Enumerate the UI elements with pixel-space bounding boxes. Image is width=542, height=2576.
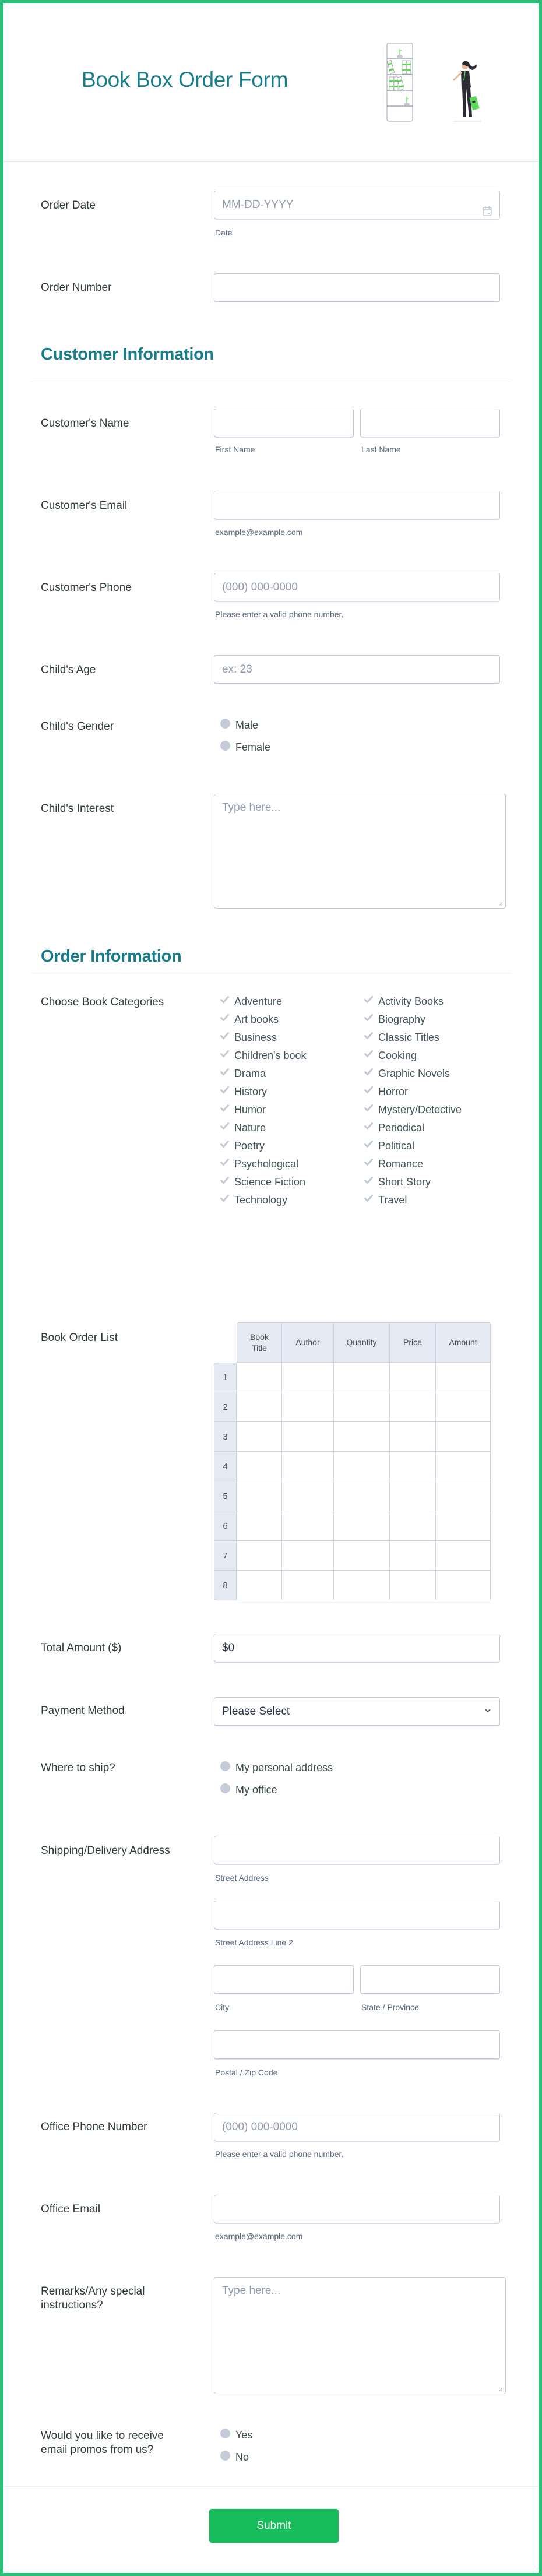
table-cell-input[interactable] [282, 1363, 334, 1392]
table-cell-input[interactable] [334, 1452, 390, 1481]
table-cell-input[interactable] [436, 1511, 491, 1541]
table-cell-input[interactable] [390, 1452, 436, 1481]
resize-handle-icon[interactable] [498, 2387, 503, 2392]
category-checkbox[interactable] [364, 1050, 417, 1062]
gender-option-female[interactable] [220, 741, 270, 754]
order-date-placeholder: MM-DD-YYYY [222, 199, 294, 211]
table-cell-input[interactable] [436, 1452, 491, 1481]
child-interest-label: Child's Interest [41, 803, 114, 815]
payment-method-selected: Please Select [222, 1705, 290, 1718]
row-number: 8 [214, 1571, 237, 1600]
table-cell-input[interactable] [282, 1392, 334, 1422]
table-cell-input[interactable] [334, 1511, 390, 1541]
where-to-ship-label: Where to ship? [41, 1762, 115, 1774]
category-label: Short Story [378, 1176, 431, 1188]
checkmark-icon[interactable] [364, 1018, 378, 1022]
category-checkbox[interactable] [220, 995, 282, 1008]
first-name-sublabel: First Name [215, 445, 255, 454]
checkmark-icon[interactable] [220, 1090, 234, 1094]
category-checkbox[interactable] [220, 1122, 266, 1134]
payment-method-select[interactable] [214, 1697, 500, 1726]
category-checkbox[interactable] [220, 1176, 305, 1188]
category-label: Activity Books [378, 995, 444, 1007]
table-cell-input[interactable] [334, 1392, 390, 1422]
category-label: Technology [234, 1194, 288, 1206]
customer-name-label: Customer's Name [41, 417, 129, 430]
bookshelf-woman-illustration [385, 41, 487, 124]
table-cell-input[interactable] [282, 1511, 334, 1541]
table-cell-input[interactable] [436, 1481, 491, 1511]
zip-code-sublabel: Postal / Zip Code [215, 2068, 278, 2077]
zip-code-input[interactable] [214, 2030, 500, 2059]
category-label: Mystery/Detective [378, 1104, 462, 1115]
category-checkbox[interactable] [220, 1086, 267, 1098]
child-gender-label: Child's Gender [41, 720, 114, 733]
table-cell-input[interactable] [282, 1422, 334, 1452]
email-promos-label [41, 2429, 164, 2457]
table-cell-input[interactable] [237, 1392, 282, 1422]
office-email-input[interactable] [214, 2195, 500, 2223]
order-date-label: Order Date [41, 199, 96, 212]
table-cell-input[interactable] [436, 1541, 491, 1571]
category-checkbox[interactable] [364, 1032, 439, 1044]
column-header-quantity: Quantity [334, 1322, 390, 1363]
table-cell-input[interactable] [390, 1541, 436, 1571]
checkmark-icon[interactable] [364, 1108, 378, 1112]
customer-phone-input[interactable] [214, 573, 500, 601]
row-number: 5 [214, 1481, 237, 1511]
table-row [214, 1481, 491, 1511]
child-age-label: Child's Age [41, 664, 96, 676]
office-phone-input[interactable] [214, 2113, 500, 2141]
table-cell-input[interactable] [436, 1392, 491, 1422]
office-email-sublabel: example@example.com [215, 2232, 303, 2241]
radio-button[interactable] [220, 1761, 230, 1771]
ship-option-personal[interactable] [220, 1762, 333, 1774]
table-cell-input[interactable] [436, 1422, 491, 1452]
office-phone-sublabel: Please enter a valid phone number. [215, 2149, 344, 2159]
category-checkbox[interactable] [220, 1194, 287, 1206]
gender-option-male[interactable] [220, 719, 258, 731]
row-number: 6 [214, 1511, 237, 1541]
city-input[interactable] [214, 1965, 354, 1994]
table-row [214, 1422, 491, 1452]
ship-option-office[interactable] [220, 1784, 277, 1796]
table-cell-input[interactable] [282, 1541, 334, 1571]
category-label: Classic Titles [378, 1032, 440, 1043]
checkmark-icon[interactable] [220, 1018, 234, 1022]
option-label: Yes [235, 2429, 253, 2441]
row-number: 1 [214, 1363, 237, 1392]
child-age-input[interactable] [214, 655, 500, 684]
submit-button[interactable]: Submit [209, 2509, 339, 2543]
category-label: Drama [234, 1068, 266, 1079]
book-order-table [214, 1322, 491, 1600]
row-number: 4 [214, 1452, 237, 1481]
customer-phone-placeholder: (000) 000-0000 [222, 581, 298, 593]
order-date-sublabel: Date [215, 228, 233, 237]
remarks-textarea[interactable] [214, 2277, 506, 2394]
table-cell-input[interactable] [237, 1511, 282, 1541]
category-label: Political [378, 1140, 415, 1152]
email-promos-label-line2: email promos from us? [41, 2444, 154, 2456]
table-cell-input[interactable] [390, 1571, 436, 1600]
table-cell-input[interactable] [390, 1392, 436, 1422]
table-cell-input[interactable] [237, 1481, 282, 1511]
city-sublabel: City [215, 2003, 230, 2012]
order-section-heading: Order Information [41, 947, 182, 966]
checkmark-icon[interactable] [220, 1126, 234, 1130]
customer-phone-sublabel: Please enter a valid phone number. [215, 610, 344, 619]
table-row [214, 1571, 491, 1600]
category-checkbox[interactable] [364, 995, 444, 1008]
checkmark-icon[interactable] [364, 1054, 378, 1058]
table-cell-input[interactable] [237, 1541, 282, 1571]
customer-email-sublabel: example@example.com [215, 527, 303, 537]
category-checkbox[interactable] [364, 1176, 431, 1188]
checkmark-icon[interactable] [220, 1162, 234, 1166]
customer-phone-label: Customer's Phone [41, 582, 132, 594]
office-phone-label: Office Phone Number [41, 2121, 147, 2133]
table-row [214, 1511, 491, 1541]
table-cell-input[interactable] [436, 1571, 491, 1600]
payment-method-label: Payment Method [41, 1705, 125, 1717]
customer-email-input[interactable] [214, 491, 500, 519]
checkmark-icon[interactable] [364, 1072, 378, 1076]
table-cell-input[interactable] [334, 1422, 390, 1452]
customer-section-heading: Customer Information [41, 345, 214, 364]
street-address-line2-input[interactable] [214, 1901, 500, 1929]
category-label: History [234, 1086, 268, 1097]
category-label: Business [234, 1032, 277, 1043]
category-checkbox[interactable] [220, 1032, 277, 1044]
category-checkbox[interactable] [220, 1104, 266, 1116]
category-label: Poetry [234, 1140, 265, 1152]
category-label: Cooking [378, 1050, 417, 1061]
promo-option-yes[interactable] [220, 2429, 252, 2441]
table-cell-input[interactable] [237, 1422, 282, 1452]
table-cell-input[interactable] [282, 1452, 334, 1481]
remarks-placeholder: Type here... [222, 2285, 281, 2297]
customer-email-label: Customer's Email [41, 499, 128, 512]
checkmark-icon[interactable] [220, 1036, 234, 1040]
checkmark-icon[interactable] [364, 1036, 378, 1040]
category-label: Children's book [234, 1050, 307, 1061]
category-checkbox[interactable] [220, 1068, 266, 1080]
table-cell-input[interactable] [237, 1571, 282, 1600]
radio-button[interactable] [220, 1783, 230, 1793]
radio-button[interactable] [220, 2451, 230, 2461]
category-checkbox[interactable] [364, 1086, 408, 1098]
table-row [214, 1392, 491, 1422]
last-name-sublabel: Last Name [361, 445, 401, 454]
order-number-input[interactable] [214, 273, 500, 302]
option-label: My personal address [235, 1762, 333, 1773]
table-cell-input[interactable] [334, 1571, 390, 1600]
checkmark-icon[interactable] [220, 1072, 234, 1076]
table-cell-input[interactable] [390, 1422, 436, 1452]
checkmark-icon[interactable] [364, 1144, 378, 1148]
category-checkbox[interactable] [220, 1158, 298, 1170]
table-cell-input[interactable] [282, 1571, 334, 1600]
checkmark-icon[interactable] [364, 1090, 378, 1094]
total-amount-label: Total Amount ($) [41, 1642, 122, 1654]
last-name-input[interactable] [360, 409, 500, 437]
order-date-input[interactable] [214, 191, 500, 219]
category-checkbox[interactable] [220, 1140, 265, 1152]
radio-button[interactable] [220, 719, 230, 729]
form-title: Book Box Order Form [82, 68, 288, 92]
child-interest-placeholder: Type here... [222, 801, 281, 814]
category-label: Periodical [378, 1122, 425, 1134]
total-amount-input[interactable]: $0 [214, 1634, 500, 1662]
shipping-address-label: Shipping/Delivery Address [41, 1845, 170, 1857]
table-cell-input[interactable] [334, 1541, 390, 1571]
remarks-label-line2: instructions? [41, 2299, 103, 2311]
table-cell-input[interactable] [237, 1452, 282, 1481]
resize-handle-icon[interactable] [498, 902, 503, 906]
checkmark-icon[interactable] [220, 1054, 234, 1058]
checkmark-icon[interactable] [364, 1180, 378, 1184]
category-checkbox[interactable] [364, 1158, 423, 1170]
category-label: Horror [378, 1086, 409, 1097]
checkmark-icon[interactable] [220, 1198, 234, 1202]
option-label: No [235, 2451, 249, 2463]
category-checkbox[interactable] [364, 1104, 462, 1116]
category-checkbox[interactable] [220, 1050, 307, 1062]
table-row [214, 1363, 491, 1392]
column-header-author: Author [282, 1322, 334, 1363]
category-checkbox[interactable] [364, 1140, 414, 1152]
street-address-input[interactable] [214, 1836, 500, 1864]
checkmark-icon[interactable] [364, 1000, 378, 1004]
category-label: Adventure [234, 995, 283, 1007]
row-number: 3 [214, 1422, 237, 1452]
column-header-book-title: Book Title [237, 1322, 282, 1363]
row-number: 2 [214, 1392, 237, 1422]
child-age-placeholder: ex: 23 [222, 663, 252, 675]
checkmark-icon[interactable] [364, 1198, 378, 1202]
checkmark-icon[interactable] [220, 1180, 234, 1184]
checkmark-icon[interactable] [220, 1000, 234, 1004]
category-checkbox[interactable] [364, 1013, 425, 1026]
table-cell-input[interactable] [237, 1363, 282, 1392]
street-address-line2-sublabel: Street Address Line 2 [215, 1938, 293, 1947]
table-row [214, 1452, 491, 1481]
book-categories-label: Choose Book Categories [41, 996, 164, 1008]
category-label: Biography [378, 1013, 426, 1025]
calendar-icon[interactable] [483, 199, 492, 227]
category-checkbox[interactable] [364, 1194, 407, 1206]
promo-option-no[interactable] [220, 2451, 249, 2464]
office-phone-placeholder: (000) 000-0000 [222, 2121, 298, 2133]
category-checkbox[interactable] [220, 1013, 279, 1026]
street-address-sublabel: Street Address [215, 1873, 269, 1882]
column-header-amount: Amount [436, 1322, 491, 1363]
category-label: Romance [378, 1158, 424, 1170]
table-corner [214, 1322, 237, 1363]
child-interest-textarea[interactable] [214, 794, 506, 909]
row-number: 7 [214, 1541, 237, 1571]
state-sublabel: State / Province [361, 2003, 419, 2012]
checkmark-icon[interactable] [220, 1144, 234, 1148]
category-label: Nature [234, 1122, 266, 1134]
book-order-list-label: Book Order List [41, 1332, 118, 1344]
table-cell-input[interactable] [334, 1481, 390, 1511]
option-label: Male [235, 719, 259, 731]
chevron-down-icon [484, 1707, 491, 1714]
radio-button[interactable] [220, 2429, 230, 2438]
footer-divider [3, 2486, 539, 2487]
category-label: Travel [378, 1194, 407, 1206]
option-label: My office [235, 1784, 277, 1796]
category-checkbox[interactable] [364, 1068, 450, 1080]
category-label: Science Fiction [234, 1176, 306, 1188]
category-label: Psychological [234, 1158, 299, 1170]
table-cell-input[interactable] [390, 1511, 436, 1541]
table-row [214, 1541, 491, 1571]
office-email-label: Office Email [41, 2203, 101, 2215]
checkmark-icon[interactable] [220, 1108, 234, 1112]
table-cell-input[interactable] [436, 1363, 491, 1392]
category-label: Graphic Novels [378, 1068, 451, 1079]
header-divider [3, 161, 539, 162]
option-label: Female [235, 741, 271, 753]
column-header-price: Price [390, 1322, 436, 1363]
remarks-label-line1: Remarks/Any special [41, 2285, 145, 2297]
table-cell-input[interactable] [282, 1481, 334, 1511]
email-promos-label-line1: Would you like to receive [41, 2430, 164, 2442]
state-input[interactable] [360, 1965, 500, 1994]
order-number-label: Order Number [41, 281, 112, 294]
checkmark-icon[interactable] [364, 1126, 378, 1130]
table-cell-input[interactable] [334, 1363, 390, 1392]
remarks-label [41, 2285, 145, 2313]
radio-button[interactable] [220, 741, 230, 751]
first-name-input[interactable] [214, 409, 354, 437]
table-cell-input[interactable] [390, 1481, 436, 1511]
category-label: Humor [234, 1104, 266, 1115]
category-label: Art books [234, 1013, 279, 1025]
table-cell-input[interactable] [390, 1363, 436, 1392]
checkmark-icon[interactable] [364, 1162, 378, 1166]
category-checkbox[interactable] [364, 1122, 424, 1134]
